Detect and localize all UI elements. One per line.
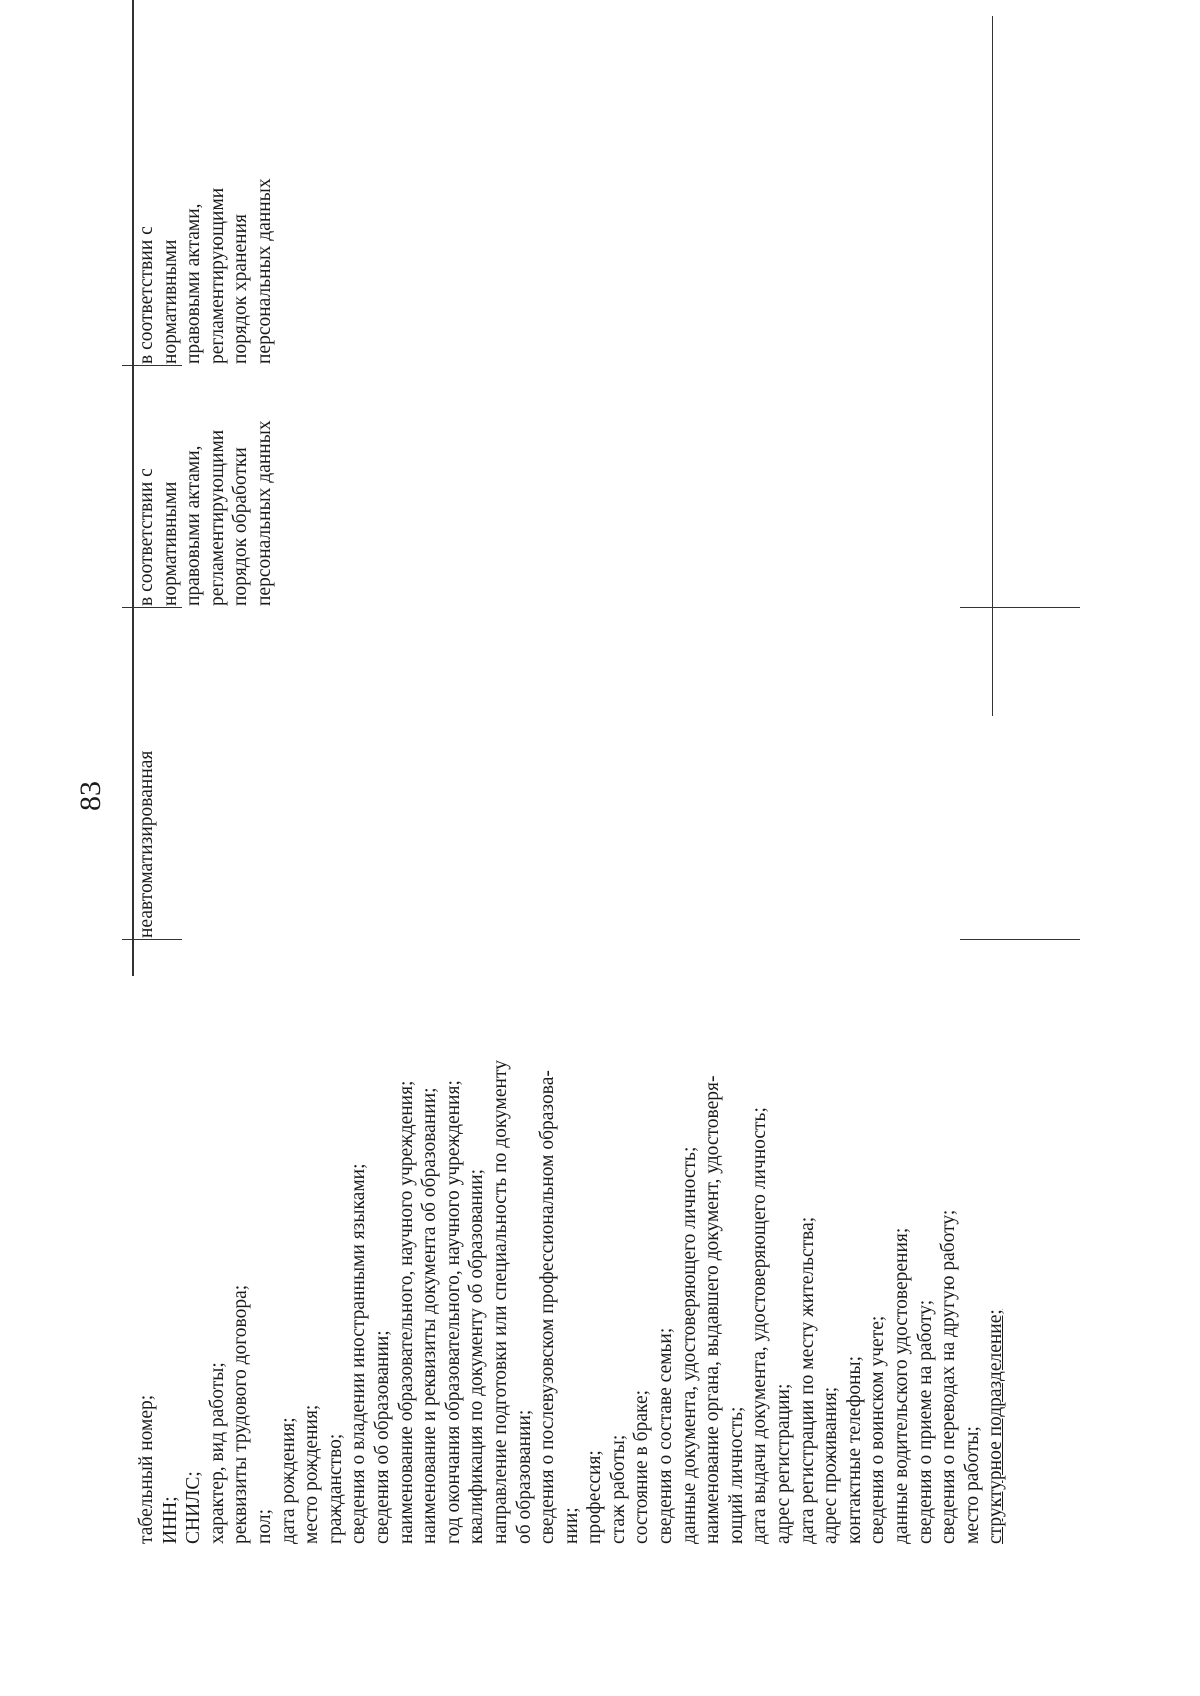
list-item: квалификация по документу об образовании;: [466, 1168, 488, 1544]
list-item: сведения о послевузовском профессиональном образова-: [537, 1070, 559, 1544]
list-item: наименование и реквизиты документа об образовании;: [419, 1087, 441, 1544]
list-item: место рождения;: [301, 1404, 323, 1544]
list-item: структурное подразделение;: [985, 1309, 1007, 1544]
list-item: нии;: [560, 1507, 582, 1544]
storage-term-line: порядок хранения: [230, 213, 252, 364]
list-item: пол;: [253, 1508, 275, 1544]
page-number: 83: [74, 781, 107, 811]
processing-term-line: в соответствии с: [136, 468, 157, 606]
list-item: дата регистрации по месту жительства;: [796, 1216, 818, 1544]
list-item: сведения об образовании;: [371, 1330, 393, 1544]
column-divider: [122, 607, 182, 608]
storage-term-line: персональных данных: [253, 178, 275, 364]
processing-type: неавтоматизированная: [136, 750, 157, 938]
personal-data-list: [135, 934, 1008, 1544]
list-item: данные документа, удостоверяющего личность;: [678, 1146, 700, 1544]
list-item: гражданство;: [324, 1433, 346, 1544]
list-item: адрес проживания;: [820, 1386, 842, 1544]
processing-term-line: правовыми актами,: [183, 445, 205, 606]
list-item: дата рождения;: [277, 1417, 299, 1544]
storage-term-cell: [135, 124, 277, 364]
list-item: сведения о переводах на другую работу;: [938, 1209, 960, 1544]
storage-term-line: регламентирующими: [206, 187, 228, 364]
list-item: направление подготовки или специальность по документу: [489, 1060, 511, 1544]
list-item: табельный номер;: [136, 1394, 157, 1544]
list-item: об образовании;: [513, 1409, 535, 1544]
list-item: характер, вид работы;: [206, 1362, 228, 1544]
list-item: сведения о приеме на работу;: [914, 1299, 936, 1544]
list-item: ИНН;: [159, 1496, 181, 1544]
list-item: ющий личность;: [725, 1406, 747, 1544]
list-item: год окончания образовательного, научного учреждения;: [442, 1080, 464, 1544]
list-item: профессия;: [584, 1450, 606, 1544]
list-item: дата выдачи документа, удостоверяющего личность;: [749, 1107, 771, 1544]
list-item: адрес регистрации;: [773, 1383, 795, 1544]
processing-term-line: порядок обработки: [230, 447, 252, 606]
list-item: реквизиты трудового договора;: [230, 1284, 252, 1544]
list-item: состояние в браке;: [631, 1389, 653, 1544]
processing-term-line: персональных данных: [253, 420, 275, 606]
list-item: стаж работы;: [607, 1434, 629, 1544]
list-item: контактные телефоны;: [843, 1355, 865, 1544]
processing-term-line: регламентирующими: [206, 429, 228, 606]
list-item: сведения о владении иностранными языками;: [348, 1163, 370, 1544]
storage-term-line: правовыми актами,: [183, 203, 205, 364]
processing-type-cell: [135, 638, 159, 938]
processing-term-cell: [135, 366, 277, 606]
table-bottom-rule: [992, 16, 993, 716]
list-item: сведения о воинском учете;: [867, 1315, 889, 1544]
column-divider: [960, 607, 1080, 608]
storage-term-line: в соответствии с: [136, 226, 157, 364]
list-item: место работы;: [961, 1426, 983, 1544]
list-item: сведения о составе семьи;: [655, 1327, 677, 1544]
list-item: СНИЛС;: [183, 1471, 205, 1544]
processing-term-line: нормативными: [159, 481, 181, 606]
list-item: наименование образовательного, научного учреждения;: [395, 1080, 417, 1544]
list-item: данные водительского удостоверения;: [891, 1227, 912, 1544]
storage-term-line: нормативными: [159, 239, 181, 364]
table-top-rule: [132, 0, 134, 976]
list-item: наименование органа, выдавшего документ, удостоверя-: [702, 1075, 724, 1544]
